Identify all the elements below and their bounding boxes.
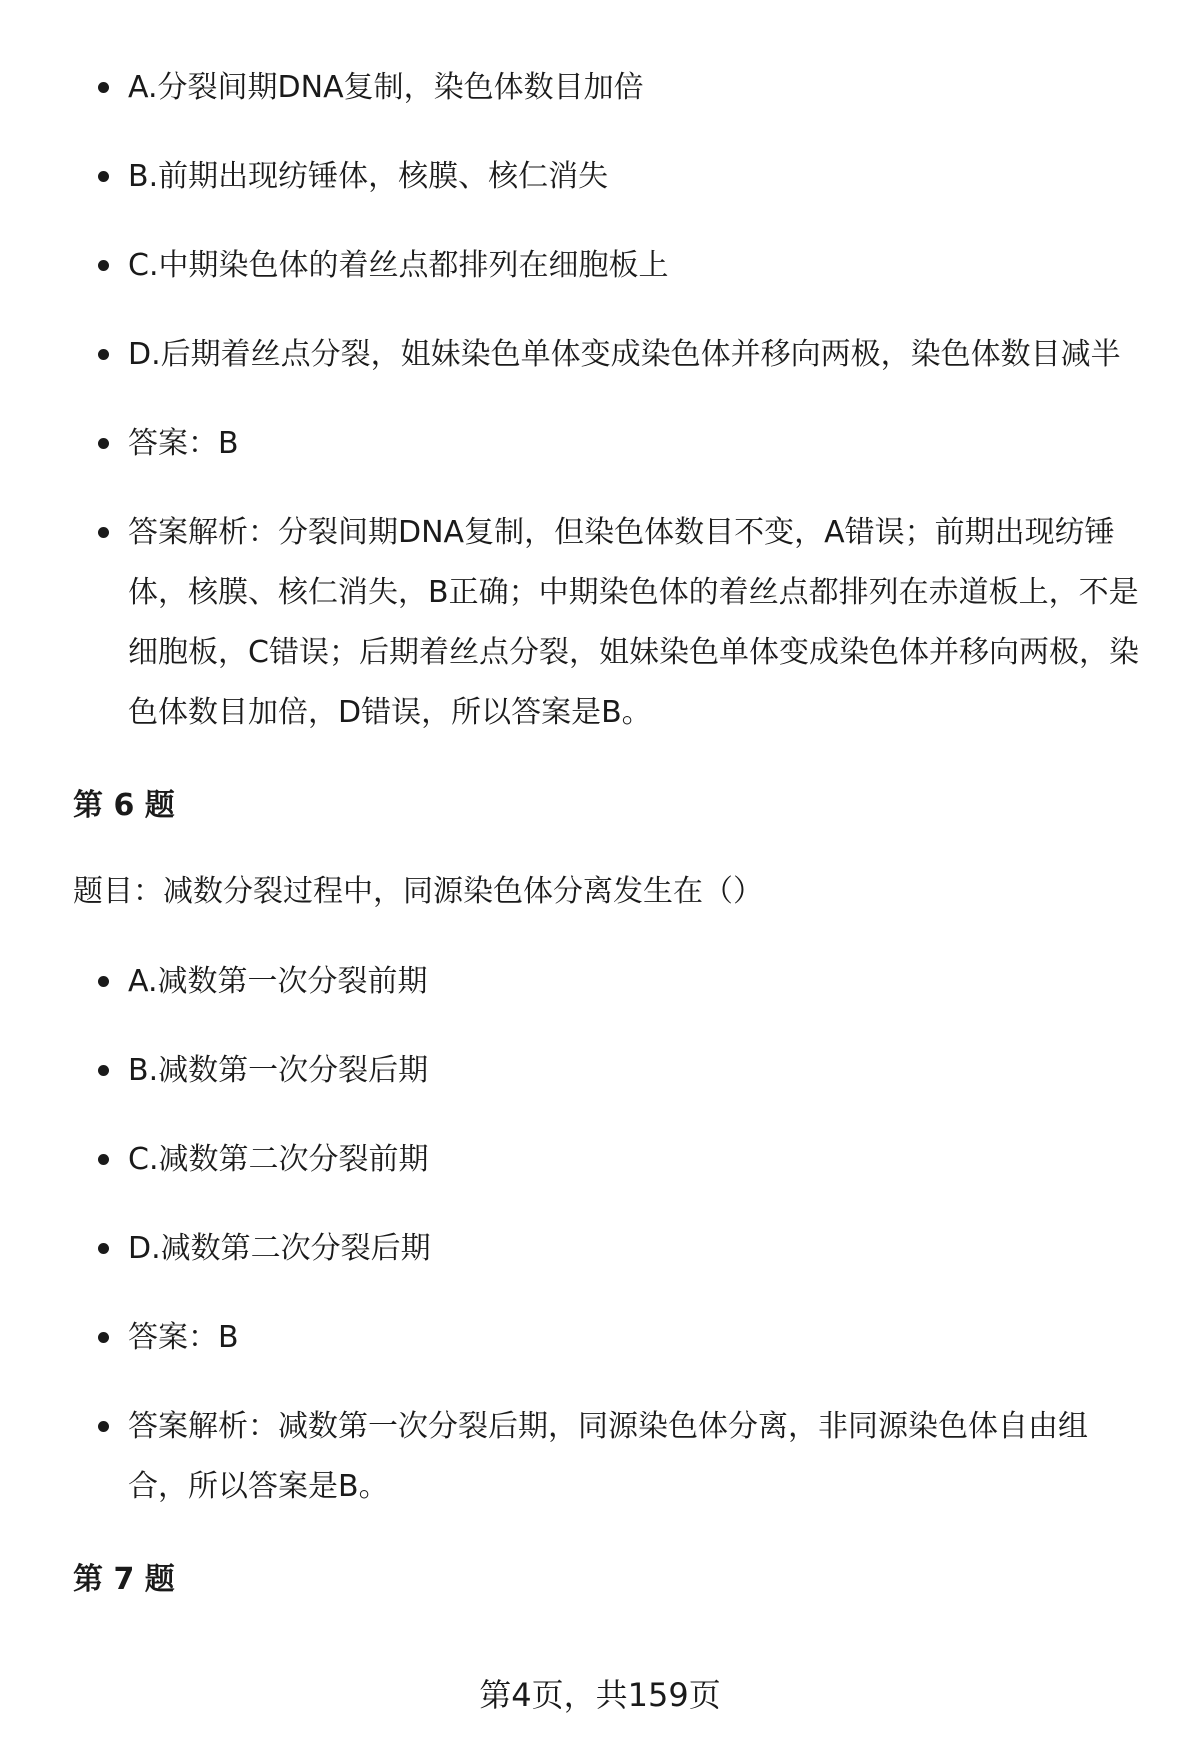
option-a: A.分裂间期DNA复制，染色体数目加倍: [0, 58, 1200, 118]
option-d: D.减数第二次分裂后期: [0, 1219, 1200, 1279]
option-a: A.减数第一次分裂前期: [0, 952, 1200, 1012]
answer-explanation: 答案解析：减数第一次分裂后期，同源染色体分离，非同源染色体自由组合，所以答案是B。: [0, 1397, 1200, 1517]
question-6-text: 题目：减数分裂过程中，同源染色体分离发生在（）: [73, 874, 763, 909]
option-b: B.减数第一次分裂后期: [0, 1041, 1200, 1101]
answer: 答案：B: [0, 414, 1200, 474]
option-d: D.后期着丝点分裂，姐妹染色单体变成染色体并移向两极，染色体数目减半: [0, 325, 1200, 385]
option-b: B.前期出现纺锤体，核膜、核仁消失: [0, 147, 1200, 207]
question-6-option-list: [0, 952, 1200, 1517]
question-6-heading: 第 6 题: [73, 788, 175, 823]
option-c: C.减数第二次分裂前期: [0, 1130, 1200, 1190]
question-5-option-list: [0, 58, 1200, 743]
page-number: 第4页，共159页: [479, 1676, 721, 1714]
question-7-heading: 第 7 题: [73, 1562, 175, 1597]
option-c: C.中期染色体的着丝点都排列在细胞板上: [0, 236, 1200, 296]
answer-explanation: 答案解析：分裂间期DNA复制，但染色体数目不变，A错误；前期出现纺锤体，核膜、核仁消失，B正确；中期染色体的着丝点都排列在赤道板上，不是细胞板，C错误；后期着丝点分裂，姐妹染色单体变成染色体并移向两极，染色体数目加倍，D错误，所以答案是B。: [0, 503, 1200, 743]
answer: 答案：B: [0, 1308, 1200, 1368]
